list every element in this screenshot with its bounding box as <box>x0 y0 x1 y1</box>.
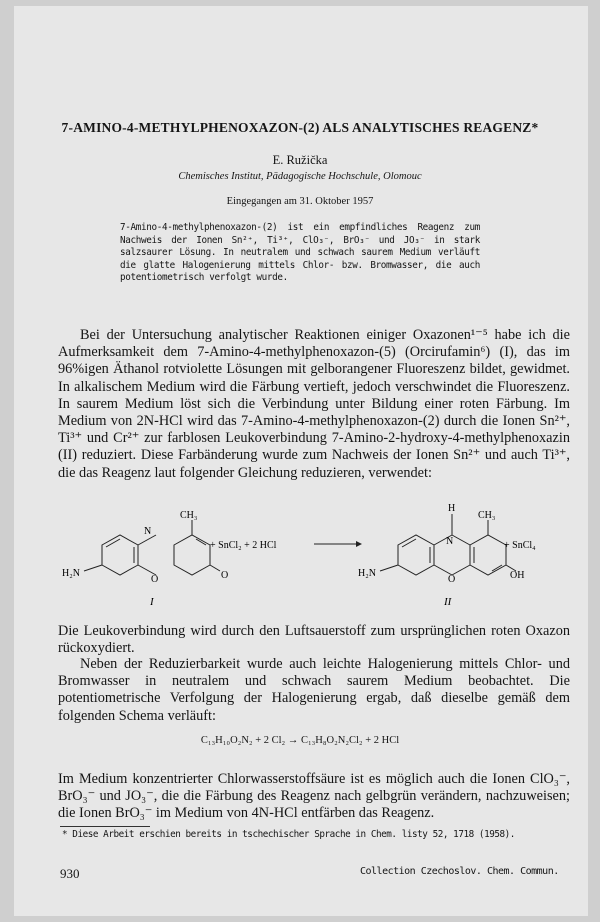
paragraph-hcl: Im Medium konzentrierter Chlorwasserstoffsäure ist es möglich auch die Ionen ClO₃⁻, BrO₃⁻ und JO₃⁻, die die Färbung des Reagenz nach gelbgrün verändern, nachzuweisen; die Ionen BrO₃⁻ im Medium von 4N-HCl entfärben das Reagenz. <box>58 771 570 822</box>
o-ring-label-I: O <box>151 574 159 585</box>
h-label-II: H <box>448 503 456 514</box>
reaction-scheme <box>40 500 570 610</box>
received-date: Eingegangen am 31. Oktober 1957 <box>226 196 374 207</box>
footnote: * Diese Arbeit erschien bereits in tschechischer Sprache in Chem. listy 52, 1718 (1958). <box>62 829 515 840</box>
paragraph-leuko: Die Leukoverbindung wird durch den Luftsauerstoff zum ursprünglichen roten Oxazon rückoxydiert. <box>58 623 570 657</box>
n-label-I: N <box>144 526 152 537</box>
author: E. Ružička <box>272 153 328 167</box>
h2n-label-II: H₂N <box>358 568 376 579</box>
affiliation: Chemisches Institut, Pädagogische Hochschule, Olomouc <box>178 171 422 182</box>
reagents-text: + SnCl₂ + 2 HCl <box>210 540 277 551</box>
label-II: II <box>444 596 452 608</box>
label-I: I <box>150 596 154 608</box>
ch3-label-II: CH₃ <box>478 510 496 521</box>
n-label-II: N <box>446 536 454 547</box>
paragraph-halogenation: Neben der Reduzierbarkeit wurde auch leichte Halogenierung mittels Chlor- und Bromwasser in neutralem und schwach saurem Medium beobachtet. Die potentiometrische Verfolgung der Halogenierung ergab, daß dieselbe gemäß dem folgenden Schema verläuft: <box>58 656 570 724</box>
arrow-head <box>356 541 362 547</box>
o-ring-label-II: O <box>448 574 456 585</box>
page-number: 930 <box>60 866 80 881</box>
ch3-label-I: CH₃ <box>180 510 198 521</box>
abstract: 7-Amino-4-methylphenoxazon-(2) ist ein empfindliches Reagenz zum Nachweis der Ionen Sn²⁺, Ti³⁺, ClO₃⁻, BrO₃⁻ und JO₃⁻ in stark salzsaurer Lösung. In neutralem und schwach saurem Medium verläuft die glatte Halogenierung mittels Chlor- bzw. Bromwasser, die auch potentiometrisch verfolgt wurde. <box>120 222 480 284</box>
article-title: 7-AMINO-4-METHYLPHENOXAZON-(2) ALS ANALYTISCHES REAGENZ* <box>61 120 539 135</box>
product-text: + SnCl₄ <box>504 540 536 551</box>
journal-name: Collection Czechoslov. Chem. Commun. <box>360 866 559 877</box>
halogenation-equation: C₁₃H₁₀O₂N₂ + 2 Cl₂ → C₁₃H₈O₂N₂Cl₂ + 2 HCl <box>200 735 400 746</box>
structure-I <box>84 520 220 575</box>
o-carbonyl-label: O <box>221 570 229 581</box>
paragraph-intro: Bei der Untersuchung analytischer Reaktionen einiger Oxazonen¹⁻⁵ habe ich die Aufmerksamkeit dem 7-Amino-4-methylphenoxazon-(5) (Orcirufamin⁶) (I), das im 96%igen Äthanol rotviolette Lösungen mit gelborangener Fluoreszenz bildet, gewidmet. In alkalischem Medium wird die Färbung vertieft, jedoch verschwindet die Fluoreszenz. In saurem Medium löst sich die Verbindung unter Bildung einer roten Färbung. Im Medium von 2N-HCl wird das 7-Amino-4-methylphenoxazon-(2) durch die Ionen Sn²⁺, Ti³⁺ und Cr²⁺ zur farblosen Leukoverbindung 7-Amino-2-hydroxy-4-methylphenoxazin (II) reduziert. Diese Farbänderung wurde zum Nachweis der Ionen Sn²⁺ und auch Ti³⁺, die das Reagenz laut folgender Gleichung reduzieren, verwendet: <box>58 327 570 481</box>
oh-label: OH <box>510 570 525 581</box>
footnote-divider <box>60 826 150 827</box>
h2n-label-I: H₂N <box>62 568 80 579</box>
